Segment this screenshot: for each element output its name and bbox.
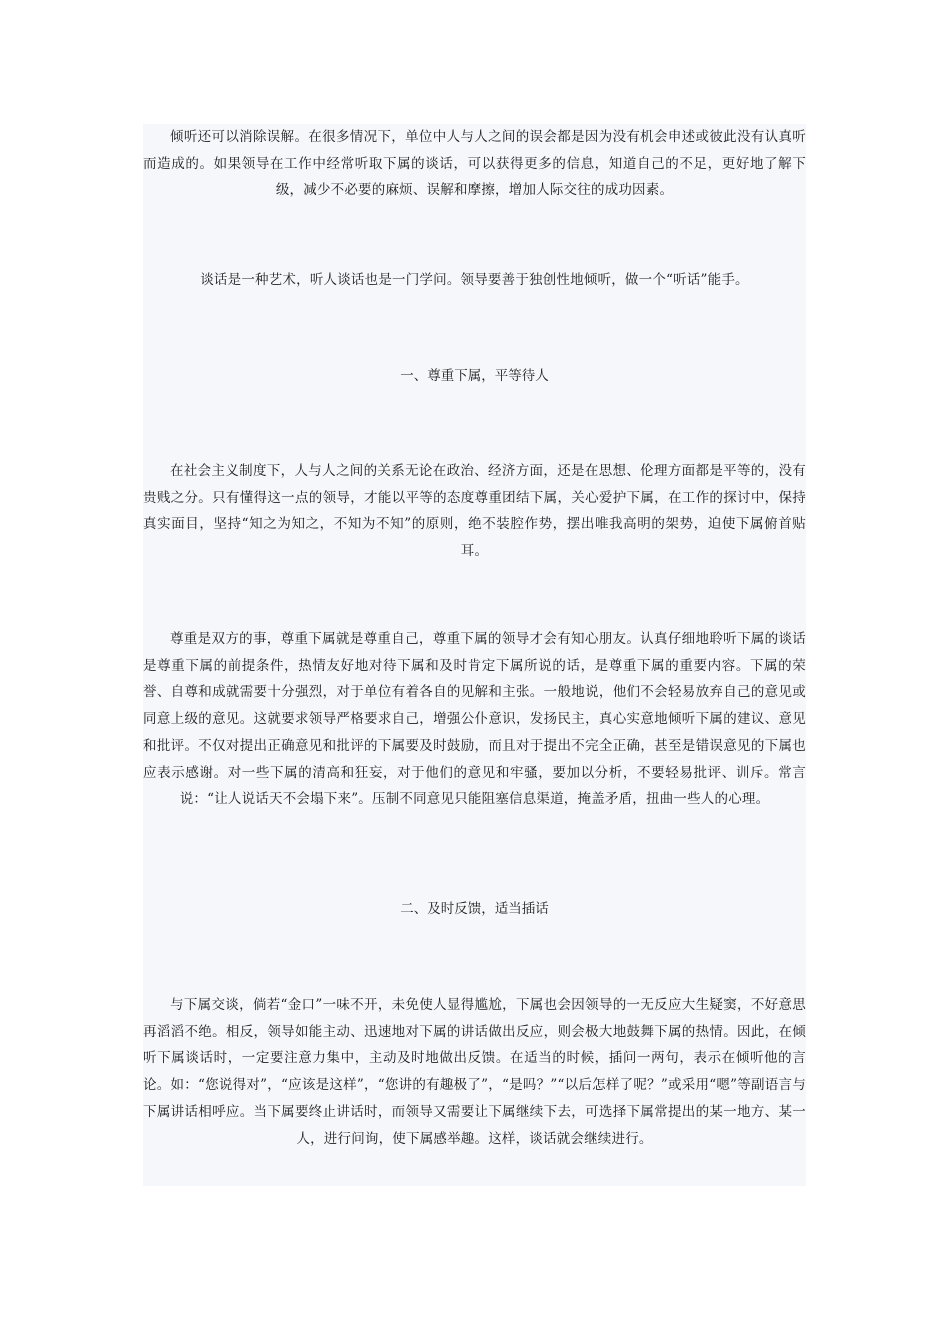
- paragraph-mutual-respect: 尊重是双方的事，尊重下属就是尊重自己，尊重下属的领导才会有知心朋友。认真仔细地聆听下属的谈话是尊重下属的前提条件，热情友好地对待下属和及时肯定下属所说的话，是尊重下属的重要内容。下属的荣誉、自尊和成就需要十分强烈，对于单位有着各自的见解和主张。一般地说，他们不会轻易放弃自己的意见或同意上级的意见。这就要求领导严格要求自己，增强公仆意识，发扬民主，真心实意地倾听下属的建议、意见和批评。不仅对提出正确意见和批评的下属要及时鼓励，而且对于提出不完全正确，甚至是错误意见的下属也应表示感谢。对一些下属的清高和狂妄，对于他们的意见和牢骚，要加以分析，不要轻易批评、训斥。常言说：“让人说话天不会塌下来”。压制不同意见只能阻塞信息渠道，掩盖矛盾，扭曲一些人的心理。: [143, 631, 806, 808]
- paragraph-art-of-listening: 谈话是一种艺术，听人谈话也是一门学问。领导要善于独创性地倾听，做一个“听话”能手。: [200, 272, 749, 288]
- paragraph-equality: 在社会主义制度下，人与人之间的关系无论在政治、经济方面，还是在思想、伦理方面都是平等的，没有贵贱之分。只有懂得这一点的领导，才能以平等的态度尊重团结下属，关心爱护下属，在工作的探讨中，保持真实面目，坚持“知之为知之，不知为不知”的原则，绝不装腔作势，摆出唯我高明的架势，迫使下属俯首贴耳。: [143, 463, 806, 560]
- paragraph-timely-feedback: 与下属交谈，倘若“金口”一味不开，未免使人显得尴尬，下属也会因领导的一无反应大生疑窦，不好意思再滔滔不绝。相反，领导如能主动、迅速地对下属的讲话做出反应，则会极大地鼓舞下属的热情。因此，在倾听下属谈话时，一定要注意力集中，主动及时地做出反馈。在适当的时候，插问一两句，表示在倾听他的言论。如：“您说得对”，“应该是这样”，“您讲的有趣极了”，“是吗？”“以后怎样了呢？”或采用“嗯”等副语言与下属讲话相呼应。当下属要终止讲话时，而领导又需要让下属继续下去，可选择下属常提出的某一地方、某一人，进行问询，使下属感举趣。这样，谈话就会继续进行。: [143, 997, 806, 1147]
- section-heading-feedback: 二、及时反馈，适当插话: [400, 901, 549, 917]
- document-panel: [143, 124, 806, 1186]
- section-heading-respect: 一、尊重下属，平等待人: [400, 368, 549, 384]
- paragraph-misunderstanding: 倾听还可以消除误解。在很多情况下，单位中人与人之间的误会都是因为没有机会申述或彼此没有认真听而造成的。如果领导在工作中经常听取下属的谈话，可以获得更多的信息，知道自己的不足，更好地了解下级，减少不必要的麻烦、误解和摩擦，增加人际交往的成功因素。: [143, 129, 806, 199]
